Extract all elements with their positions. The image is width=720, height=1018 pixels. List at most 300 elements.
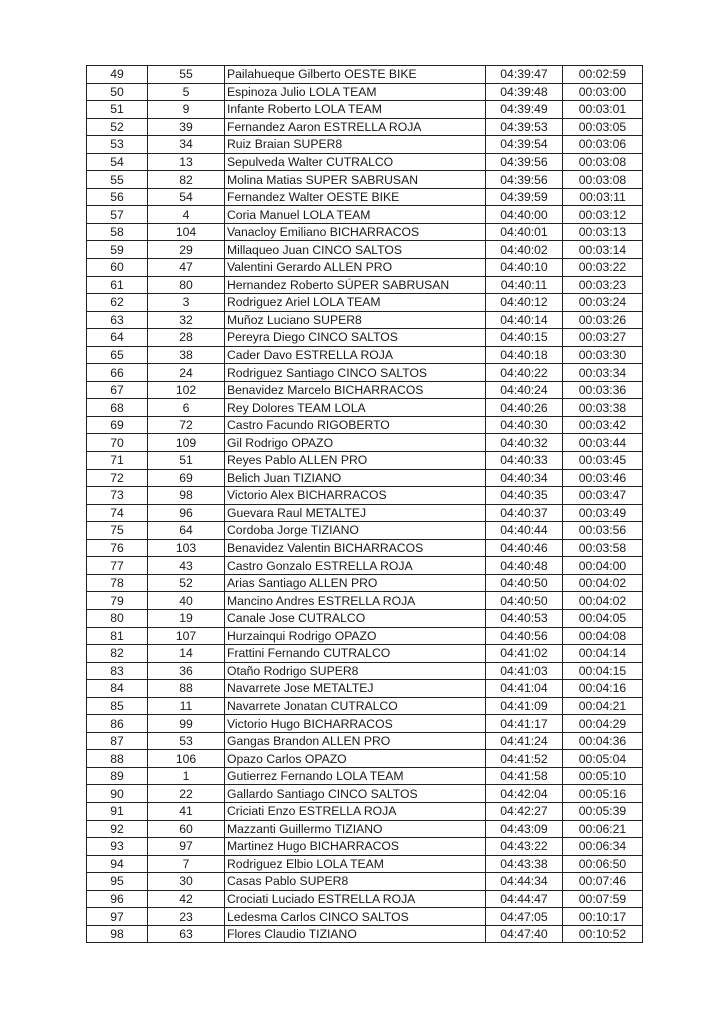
bib-number-cell: 13 (148, 153, 225, 171)
position-cell: 56 (87, 188, 148, 206)
finish-time-cell: 04:39:56 (486, 153, 563, 171)
table-row (87, 101, 643, 119)
time-gap-cell: 00:05:39 (563, 802, 643, 820)
table-row (87, 732, 643, 750)
bib-number-cell: 102 (148, 381, 225, 399)
time-gap-cell: 00:03:38 (563, 399, 643, 417)
rider-team-cell: Benavidez Valentin BICHARRACOS (225, 539, 486, 557)
table-row (87, 66, 643, 84)
table-row (87, 785, 643, 803)
results-body (87, 66, 643, 943)
bib-number-cell: 5 (148, 83, 225, 101)
rider-team-cell: Castro Gonzalo ESTRELLA ROJA (225, 557, 486, 575)
finish-time-cell: 04:39:59 (486, 188, 563, 206)
time-gap-cell: 00:03:06 (563, 136, 643, 154)
rider-team-cell: Guevara Raul METALTEJ (225, 504, 486, 522)
time-gap-cell: 00:04:16 (563, 680, 643, 698)
rider-team-cell: Martinez Hugo BICHARRACOS (225, 838, 486, 856)
rider-team-cell: Sepulveda Walter CUTRALCO (225, 153, 486, 171)
bib-number-cell: 34 (148, 136, 225, 154)
time-gap-cell: 00:06:50 (563, 855, 643, 873)
position-cell: 68 (87, 399, 148, 417)
bib-number-cell: 1 (148, 767, 225, 785)
table-row (87, 715, 643, 733)
table-row (87, 452, 643, 470)
time-gap-cell: 00:04:05 (563, 609, 643, 627)
position-cell: 52 (87, 118, 148, 136)
table-row (87, 838, 643, 856)
time-gap-cell: 00:03:45 (563, 452, 643, 470)
table-row (87, 680, 643, 698)
position-cell: 58 (87, 223, 148, 241)
position-cell: 86 (87, 715, 148, 733)
time-gap-cell: 00:04:02 (563, 574, 643, 592)
bib-number-cell: 38 (148, 346, 225, 364)
rider-team-cell: Ruiz Braian SUPER8 (225, 136, 486, 154)
time-gap-cell: 00:03:27 (563, 329, 643, 347)
rider-team-cell: Belich Juan TIZIANO (225, 469, 486, 487)
bib-number-cell: 14 (148, 645, 225, 663)
table-row (87, 399, 643, 417)
rider-team-cell: Valentini Gerardo ALLEN PRO (225, 259, 486, 277)
position-cell: 91 (87, 802, 148, 820)
time-gap-cell: 00:03:12 (563, 206, 643, 224)
time-gap-cell: 00:03:08 (563, 171, 643, 189)
time-gap-cell: 00:04:00 (563, 557, 643, 575)
position-cell: 54 (87, 153, 148, 171)
time-gap-cell: 00:05:10 (563, 767, 643, 785)
bib-number-cell: 11 (148, 697, 225, 715)
time-gap-cell: 00:04:14 (563, 645, 643, 663)
rider-team-cell: Millaqueo Juan CINCO SALTOS (225, 241, 486, 259)
table-row (87, 592, 643, 610)
finish-time-cell: 04:40:46 (486, 539, 563, 557)
finish-time-cell: 04:43:22 (486, 838, 563, 856)
bib-number-cell: 40 (148, 592, 225, 610)
position-cell: 90 (87, 785, 148, 803)
position-cell: 83 (87, 662, 148, 680)
position-cell: 76 (87, 539, 148, 557)
table-row (87, 416, 643, 434)
finish-time-cell: 04:40:18 (486, 346, 563, 364)
time-gap-cell: 00:03:46 (563, 469, 643, 487)
rider-team-cell: Castro Facundo RIGOBERTO (225, 416, 486, 434)
rider-team-cell: Gangas Brandon ALLEN PRO (225, 732, 486, 750)
table-row (87, 609, 643, 627)
time-gap-cell: 00:03:23 (563, 276, 643, 294)
finish-time-cell: 04:40:44 (486, 522, 563, 540)
finish-time-cell: 04:40:26 (486, 399, 563, 417)
time-gap-cell: 00:03:58 (563, 539, 643, 557)
finish-time-cell: 04:40:22 (486, 364, 563, 382)
time-gap-cell: 00:04:08 (563, 627, 643, 645)
table-row (87, 873, 643, 891)
position-cell: 88 (87, 750, 148, 768)
time-gap-cell: 00:05:04 (563, 750, 643, 768)
bib-number-cell: 107 (148, 627, 225, 645)
position-cell: 63 (87, 311, 148, 329)
bib-number-cell: 39 (148, 118, 225, 136)
table-row (87, 241, 643, 259)
bib-number-cell: 64 (148, 522, 225, 540)
rider-team-cell: Infante Roberto LOLA TEAM (225, 101, 486, 119)
rider-team-cell: Pereyra Diego CINCO SALTOS (225, 329, 486, 347)
position-cell: 94 (87, 855, 148, 873)
finish-time-cell: 04:47:05 (486, 908, 563, 926)
position-cell: 98 (87, 925, 148, 943)
table-row (87, 662, 643, 680)
time-gap-cell: 00:03:42 (563, 416, 643, 434)
position-cell: 66 (87, 364, 148, 382)
position-cell: 85 (87, 697, 148, 715)
table-row (87, 434, 643, 452)
bib-number-cell: 23 (148, 908, 225, 926)
finish-time-cell: 04:40:34 (486, 469, 563, 487)
results-table (86, 65, 643, 943)
rider-team-cell: Navarrete Jonatan CUTRALCO (225, 697, 486, 715)
position-cell: 65 (87, 346, 148, 364)
bib-number-cell: 82 (148, 171, 225, 189)
bib-number-cell: 51 (148, 452, 225, 470)
time-gap-cell: 00:02:59 (563, 66, 643, 84)
bib-number-cell: 60 (148, 820, 225, 838)
table-row (87, 820, 643, 838)
position-cell: 75 (87, 522, 148, 540)
position-cell: 69 (87, 416, 148, 434)
rider-team-cell: Espinoza Julio LOLA TEAM (225, 83, 486, 101)
time-gap-cell: 00:05:16 (563, 785, 643, 803)
bib-number-cell: 47 (148, 259, 225, 277)
position-cell: 51 (87, 101, 148, 119)
time-gap-cell: 00:10:52 (563, 925, 643, 943)
rider-team-cell: Benavidez Marcelo BICHARRACOS (225, 381, 486, 399)
rider-team-cell: Rodriguez Santiago CINCO SALTOS (225, 364, 486, 382)
position-cell: 71 (87, 452, 148, 470)
rider-team-cell: Rodriguez Ariel LOLA TEAM (225, 294, 486, 312)
rider-team-cell: Opazo Carlos OPAZO (225, 750, 486, 768)
bib-number-cell: 9 (148, 101, 225, 119)
bib-number-cell: 103 (148, 539, 225, 557)
finish-time-cell: 04:39:54 (486, 136, 563, 154)
time-gap-cell: 00:06:21 (563, 820, 643, 838)
finish-time-cell: 04:40:12 (486, 294, 563, 312)
position-cell: 70 (87, 434, 148, 452)
table-row (87, 504, 643, 522)
bib-number-cell: 24 (148, 364, 225, 382)
time-gap-cell: 00:03:01 (563, 101, 643, 119)
finish-time-cell: 04:41:09 (486, 697, 563, 715)
finish-time-cell: 04:40:32 (486, 434, 563, 452)
finish-time-cell: 04:41:52 (486, 750, 563, 768)
table-row (87, 171, 643, 189)
rider-team-cell: Flores Claudio TIZIANO (225, 925, 486, 943)
bib-number-cell: 106 (148, 750, 225, 768)
rider-team-cell: Hernandez Roberto SÚPER SABRUSAN (225, 276, 486, 294)
finish-time-cell: 04:41:17 (486, 715, 563, 733)
rider-team-cell: Reyes Pablo ALLEN PRO (225, 452, 486, 470)
bib-number-cell: 52 (148, 574, 225, 592)
position-cell: 72 (87, 469, 148, 487)
time-gap-cell: 00:03:24 (563, 294, 643, 312)
rider-team-cell: Arias Santiago ALLEN PRO (225, 574, 486, 592)
table-row (87, 83, 643, 101)
time-gap-cell: 00:03:22 (563, 259, 643, 277)
finish-time-cell: 04:41:24 (486, 732, 563, 750)
bib-number-cell: 88 (148, 680, 225, 698)
bib-number-cell: 28 (148, 329, 225, 347)
finish-time-cell: 04:44:34 (486, 873, 563, 891)
table-row (87, 855, 643, 873)
rider-team-cell: Hurzainqui Rodrigo OPAZO (225, 627, 486, 645)
bib-number-cell: 55 (148, 66, 225, 84)
table-row (87, 925, 643, 943)
finish-time-cell: 04:40:56 (486, 627, 563, 645)
position-cell: 53 (87, 136, 148, 154)
rider-team-cell: Gutierrez Fernando LOLA TEAM (225, 767, 486, 785)
table-row (87, 136, 643, 154)
table-row (87, 627, 643, 645)
bib-number-cell: 7 (148, 855, 225, 873)
rider-team-cell: Mazzanti Guillermo TIZIANO (225, 820, 486, 838)
finish-time-cell: 04:41:04 (486, 680, 563, 698)
rider-team-cell: Pailahueque Gilberto OESTE BIKE (225, 66, 486, 84)
table-row (87, 206, 643, 224)
position-cell: 93 (87, 838, 148, 856)
finish-time-cell: 04:40:00 (486, 206, 563, 224)
finish-time-cell: 04:40:53 (486, 609, 563, 627)
bib-number-cell: 19 (148, 609, 225, 627)
bib-number-cell: 32 (148, 311, 225, 329)
bib-number-cell: 6 (148, 399, 225, 417)
finish-time-cell: 04:41:02 (486, 645, 563, 663)
time-gap-cell: 00:03:11 (563, 188, 643, 206)
position-cell: 78 (87, 574, 148, 592)
time-gap-cell: 00:07:46 (563, 873, 643, 891)
finish-time-cell: 04:40:50 (486, 592, 563, 610)
position-cell: 95 (87, 873, 148, 891)
finish-time-cell: 04:42:04 (486, 785, 563, 803)
rider-team-cell: Gil Rodrigo OPAZO (225, 434, 486, 452)
rider-team-cell: Victorio Alex BICHARRACOS (225, 487, 486, 505)
bib-number-cell: 3 (148, 294, 225, 312)
table-row (87, 469, 643, 487)
table-row (87, 188, 643, 206)
table-row (87, 802, 643, 820)
finish-time-cell: 04:40:35 (486, 487, 563, 505)
time-gap-cell: 00:03:00 (563, 83, 643, 101)
rider-team-cell: Fernandez Aaron ESTRELLA ROJA (225, 118, 486, 136)
bib-number-cell: 36 (148, 662, 225, 680)
bib-number-cell: 53 (148, 732, 225, 750)
table-row (87, 294, 643, 312)
finish-time-cell: 04:39:48 (486, 83, 563, 101)
position-cell: 62 (87, 294, 148, 312)
finish-time-cell: 04:39:49 (486, 101, 563, 119)
table-row (87, 118, 643, 136)
rider-team-cell: Rey Dolores TEAM LOLA (225, 399, 486, 417)
position-cell: 67 (87, 381, 148, 399)
finish-time-cell: 04:40:33 (486, 452, 563, 470)
finish-time-cell: 04:43:38 (486, 855, 563, 873)
bib-number-cell: 30 (148, 873, 225, 891)
position-cell: 50 (87, 83, 148, 101)
position-cell: 92 (87, 820, 148, 838)
time-gap-cell: 00:04:36 (563, 732, 643, 750)
table-row (87, 223, 643, 241)
finish-time-cell: 04:40:02 (486, 241, 563, 259)
finish-time-cell: 04:40:50 (486, 574, 563, 592)
finish-time-cell: 04:42:27 (486, 802, 563, 820)
bib-number-cell: 72 (148, 416, 225, 434)
position-cell: 77 (87, 557, 148, 575)
finish-time-cell: 04:40:15 (486, 329, 563, 347)
finish-time-cell: 04:40:37 (486, 504, 563, 522)
finish-time-cell: 04:40:10 (486, 259, 563, 277)
finish-time-cell: 04:39:56 (486, 171, 563, 189)
table-row (87, 311, 643, 329)
table-row (87, 557, 643, 575)
rider-team-cell: Casas Pablo SUPER8 (225, 873, 486, 891)
table-row (87, 276, 643, 294)
bib-number-cell: 22 (148, 785, 225, 803)
finish-time-cell: 04:41:58 (486, 767, 563, 785)
table-row (87, 329, 643, 347)
time-gap-cell: 00:04:29 (563, 715, 643, 733)
rider-team-cell: Criciati Enzo ESTRELLA ROJA (225, 802, 486, 820)
position-cell: 57 (87, 206, 148, 224)
position-cell: 97 (87, 908, 148, 926)
time-gap-cell: 00:04:21 (563, 697, 643, 715)
table-row (87, 750, 643, 768)
bib-number-cell: 99 (148, 715, 225, 733)
bib-number-cell: 98 (148, 487, 225, 505)
time-gap-cell: 00:03:44 (563, 434, 643, 452)
finish-time-cell: 04:44:47 (486, 890, 563, 908)
rider-team-cell: Cordoba Jorge TIZIANO (225, 522, 486, 540)
rider-team-cell: Otaño Rodrigo SUPER8 (225, 662, 486, 680)
table-row (87, 364, 643, 382)
rider-team-cell: Fernandez Walter OESTE BIKE (225, 188, 486, 206)
finish-time-cell: 04:39:47 (486, 66, 563, 84)
table-row (87, 381, 643, 399)
position-cell: 81 (87, 627, 148, 645)
bib-number-cell: 43 (148, 557, 225, 575)
rider-team-cell: Muñoz Luciano SUPER8 (225, 311, 486, 329)
bib-number-cell: 69 (148, 469, 225, 487)
bib-number-cell: 109 (148, 434, 225, 452)
bib-number-cell: 96 (148, 504, 225, 522)
time-gap-cell: 00:03:36 (563, 381, 643, 399)
time-gap-cell: 00:03:14 (563, 241, 643, 259)
time-gap-cell: 00:03:34 (563, 364, 643, 382)
position-cell: 59 (87, 241, 148, 259)
finish-time-cell: 04:40:30 (486, 416, 563, 434)
table-row (87, 890, 643, 908)
rider-team-cell: Canale Jose CUTRALCO (225, 609, 486, 627)
rider-team-cell: Mancino Andres ESTRELLA ROJA (225, 592, 486, 610)
bib-number-cell: 80 (148, 276, 225, 294)
time-gap-cell: 00:04:02 (563, 592, 643, 610)
bib-number-cell: 42 (148, 890, 225, 908)
position-cell: 84 (87, 680, 148, 698)
table-row (87, 346, 643, 364)
rider-team-cell: Coria Manuel LOLA TEAM (225, 206, 486, 224)
table-row (87, 767, 643, 785)
bib-number-cell: 104 (148, 223, 225, 241)
table-row (87, 697, 643, 715)
time-gap-cell: 00:07:59 (563, 890, 643, 908)
position-cell: 80 (87, 609, 148, 627)
position-cell: 64 (87, 329, 148, 347)
position-cell: 87 (87, 732, 148, 750)
table-row (87, 153, 643, 171)
bib-number-cell: 41 (148, 802, 225, 820)
position-cell: 79 (87, 592, 148, 610)
table-row (87, 539, 643, 557)
finish-time-cell: 04:40:14 (486, 311, 563, 329)
table-row (87, 645, 643, 663)
finish-time-cell: 04:39:53 (486, 118, 563, 136)
rider-team-cell: Ledesma Carlos CINCO SALTOS (225, 908, 486, 926)
rider-team-cell: Frattini Fernando CUTRALCO (225, 645, 486, 663)
time-gap-cell: 00:06:34 (563, 838, 643, 856)
time-gap-cell: 00:03:49 (563, 504, 643, 522)
table-row (87, 487, 643, 505)
table-row (87, 908, 643, 926)
rider-team-cell: Gallardo Santiago CINCO SALTOS (225, 785, 486, 803)
position-cell: 74 (87, 504, 148, 522)
rider-team-cell: Rodriguez Elbio LOLA TEAM (225, 855, 486, 873)
rider-team-cell: Cader Davo ESTRELLA ROJA (225, 346, 486, 364)
position-cell: 55 (87, 171, 148, 189)
finish-time-cell: 04:47:40 (486, 925, 563, 943)
finish-time-cell: 04:40:01 (486, 223, 563, 241)
time-gap-cell: 00:03:56 (563, 522, 643, 540)
time-gap-cell: 00:03:13 (563, 223, 643, 241)
finish-time-cell: 04:43:09 (486, 820, 563, 838)
bib-number-cell: 54 (148, 188, 225, 206)
finish-time-cell: 04:40:48 (486, 557, 563, 575)
time-gap-cell: 00:03:05 (563, 118, 643, 136)
position-cell: 89 (87, 767, 148, 785)
rider-team-cell: Vanacloy Emiliano BICHARRACOS (225, 223, 486, 241)
time-gap-cell: 00:03:30 (563, 346, 643, 364)
bib-number-cell: 29 (148, 241, 225, 259)
time-gap-cell: 00:03:26 (563, 311, 643, 329)
table-row (87, 259, 643, 277)
bib-number-cell: 63 (148, 925, 225, 943)
rider-team-cell: Molina Matias SUPER SABRUSAN (225, 171, 486, 189)
bib-number-cell: 4 (148, 206, 225, 224)
time-gap-cell: 00:03:47 (563, 487, 643, 505)
position-cell: 60 (87, 259, 148, 277)
position-cell: 96 (87, 890, 148, 908)
table-row (87, 522, 643, 540)
position-cell: 73 (87, 487, 148, 505)
rider-team-cell: Victorio Hugo BICHARRACOS (225, 715, 486, 733)
finish-time-cell: 04:41:03 (486, 662, 563, 680)
bib-number-cell: 97 (148, 838, 225, 856)
time-gap-cell: 00:03:08 (563, 153, 643, 171)
table-row (87, 574, 643, 592)
time-gap-cell: 00:04:15 (563, 662, 643, 680)
finish-time-cell: 04:40:11 (486, 276, 563, 294)
position-cell: 61 (87, 276, 148, 294)
finish-time-cell: 04:40:24 (486, 381, 563, 399)
rider-team-cell: Crociati Luciado ESTRELLA ROJA (225, 890, 486, 908)
position-cell: 82 (87, 645, 148, 663)
time-gap-cell: 00:10:17 (563, 908, 643, 926)
